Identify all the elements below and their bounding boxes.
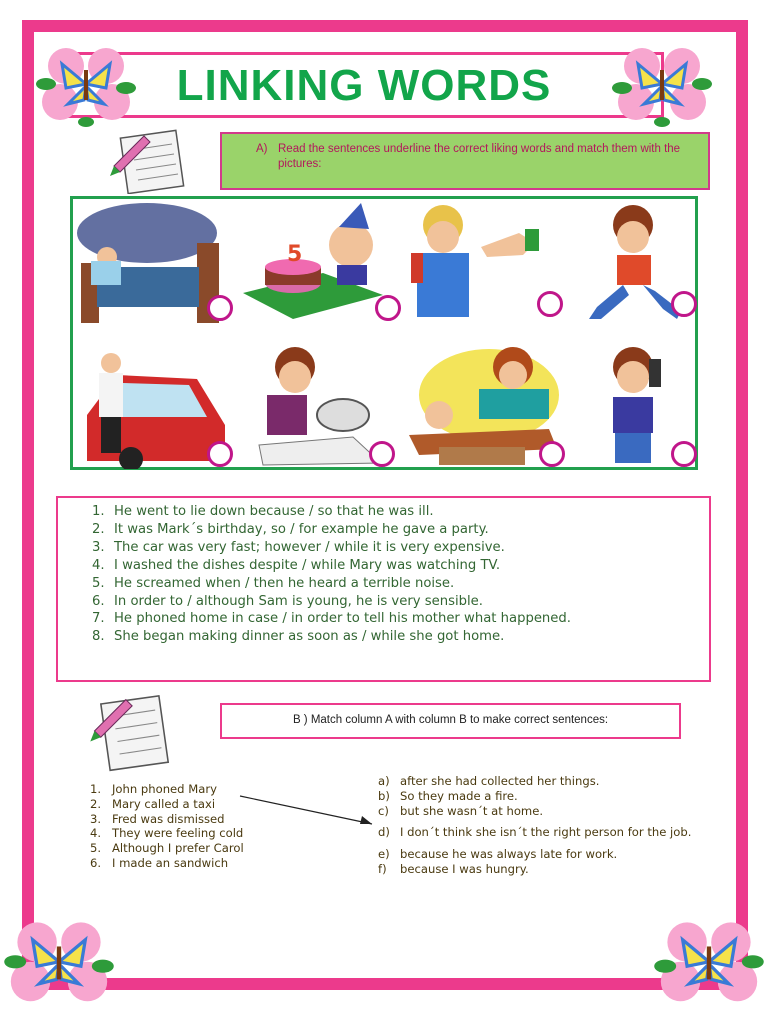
sentence-item	[92, 503, 571, 521]
sentence-number: 8.	[92, 629, 105, 645]
column-a-number: 5.	[90, 841, 102, 856]
sentence-text: He went to lie down because / so that he was ill.	[114, 504, 434, 519]
sentence-number: 2.	[92, 521, 105, 537]
column-b-item	[378, 789, 718, 804]
sentence-item	[92, 521, 571, 539]
sentence-number: 5.	[92, 575, 105, 591]
picture-boy-scolded	[391, 203, 541, 327]
notepad-pencil-icon	[84, 688, 174, 774]
column-b-item	[378, 818, 718, 847]
column-a-number: 1.	[90, 782, 102, 796]
column-a-text: They were feeling cold	[112, 826, 244, 841]
column-a-item	[90, 856, 244, 871]
sentence-item	[92, 539, 571, 557]
instruction-a-label: A)	[256, 143, 268, 155]
sentences-box	[56, 496, 711, 682]
sentence-number: 1.	[92, 504, 105, 519]
sentence-number: 3.	[92, 539, 105, 555]
sentences-list	[92, 503, 571, 646]
sentence-item	[92, 593, 571, 611]
column-b-text: after she had collected her things.	[400, 774, 600, 788]
column-a-item	[90, 797, 244, 812]
answer-circle-5[interactable]	[207, 441, 233, 467]
column-a-number: 2.	[90, 796, 102, 811]
column-b-text: because I was hungry.	[400, 862, 529, 877]
column-a-item	[90, 812, 244, 827]
answer-circle-8[interactable]	[671, 441, 697, 467]
answer-circle-1[interactable]	[207, 295, 233, 321]
column-b-text: because he was always late for work.	[400, 847, 618, 862]
picture-mother-cooking	[409, 345, 559, 469]
sentence-text: He phoned home in case / in order to tell his mother what happened.	[114, 611, 571, 627]
sentence-text: She began making dinner as soon as / while she got home.	[114, 629, 505, 645]
sentence-text: I washed the dishes despite / while Mary was watching TV.	[114, 557, 501, 573]
sentence-number: 6.	[92, 593, 105, 609]
column-b-text: but she wasn´t at home.	[400, 803, 544, 818]
column-b-item	[378, 774, 718, 789]
column-b-letter: f)	[378, 862, 387, 877]
sleeping-in-bed-icon	[77, 203, 227, 327]
instruction-a	[220, 132, 710, 190]
sentence-text: In order to / although Sam is young, he is very sensible.	[114, 593, 483, 609]
column-b-letter: e)	[378, 847, 390, 862]
picture-boy-on-phone	[589, 345, 739, 469]
page-title: LINKING WORDS	[176, 61, 552, 110]
sentence-item	[92, 575, 571, 593]
column-b-text: So they made a fire.	[400, 788, 518, 803]
answer-circle-7[interactable]	[539, 441, 565, 467]
boy-scolded-icon	[391, 203, 541, 327]
flower-butterfly-icon	[654, 918, 764, 1010]
column-a-item	[90, 782, 244, 797]
title-box	[64, 52, 664, 118]
svg-text:5: 5	[287, 242, 303, 267]
column-b-letter: d)	[378, 825, 390, 840]
column-b-item	[378, 804, 718, 819]
sentence-text: It was Mark´s birthday, so / for example he gave a party.	[114, 521, 489, 537]
notepad-pencil-icon	[104, 126, 190, 194]
column-a-text: I made an sandwich	[112, 855, 229, 870]
picture-boy-washing-dishes	[233, 345, 383, 469]
answer-circle-3[interactable]	[537, 291, 563, 317]
flower-butterfly-icon	[612, 44, 712, 128]
column-b-item	[378, 862, 718, 877]
birthday-cake-boy-icon	[233, 203, 383, 327]
picture-birthday-cake-boy	[233, 203, 383, 327]
column-a-text: Mary called a taxi	[112, 796, 216, 811]
column-b-text: I don´t think she isn´t the right person for the job.	[400, 825, 692, 840]
column-a-text: John phoned Mary	[112, 782, 217, 796]
column-a-number: 3.	[90, 811, 102, 826]
column-a-number: 4.	[90, 826, 102, 841]
column-a-text: Although I prefer Carol	[112, 841, 244, 856]
column-b-item	[378, 847, 718, 862]
answer-circle-4[interactable]	[671, 291, 697, 317]
column-a-list	[90, 782, 244, 871]
example-arrow-icon	[236, 792, 386, 832]
instruction-b: B ) Match column A with column B to make correct sentences:	[220, 703, 681, 739]
sentence-item	[92, 557, 571, 575]
mother-cooking-icon	[409, 345, 559, 469]
sentence-item	[92, 610, 571, 628]
boy-washing-dishes-icon	[233, 345, 383, 469]
instruction-a-text: Read the sentences underline the correct liking words and match them with the pictures:	[278, 143, 681, 170]
column-a-number: 6.	[90, 855, 102, 870]
column-a-text: Fred was dismissed	[112, 811, 225, 826]
column-b-letter: b)	[378, 788, 390, 803]
column-b-list	[378, 774, 718, 877]
sentence-text: He screamed when / then he heard a terrible noise.	[114, 575, 455, 591]
sentence-text: The car was very fast; however / while it is very expensive.	[114, 539, 505, 555]
sentence-number: 7.	[92, 611, 105, 627]
answer-circle-6[interactable]	[369, 441, 395, 467]
picture-grid	[70, 196, 698, 470]
sentence-item	[92, 628, 571, 646]
flower-butterfly-icon	[4, 918, 114, 1010]
sentence-number: 4.	[92, 557, 105, 573]
flower-butterfly-icon	[36, 44, 136, 128]
column-b-letter: c)	[378, 803, 389, 818]
man-with-red-car-icon	[77, 345, 227, 469]
picture-man-with-red-car	[77, 345, 227, 469]
column-a-item	[90, 841, 244, 856]
column-b-letter: a)	[378, 774, 390, 788]
picture-sleeping-in-bed	[77, 203, 227, 327]
column-a-item	[90, 826, 244, 841]
